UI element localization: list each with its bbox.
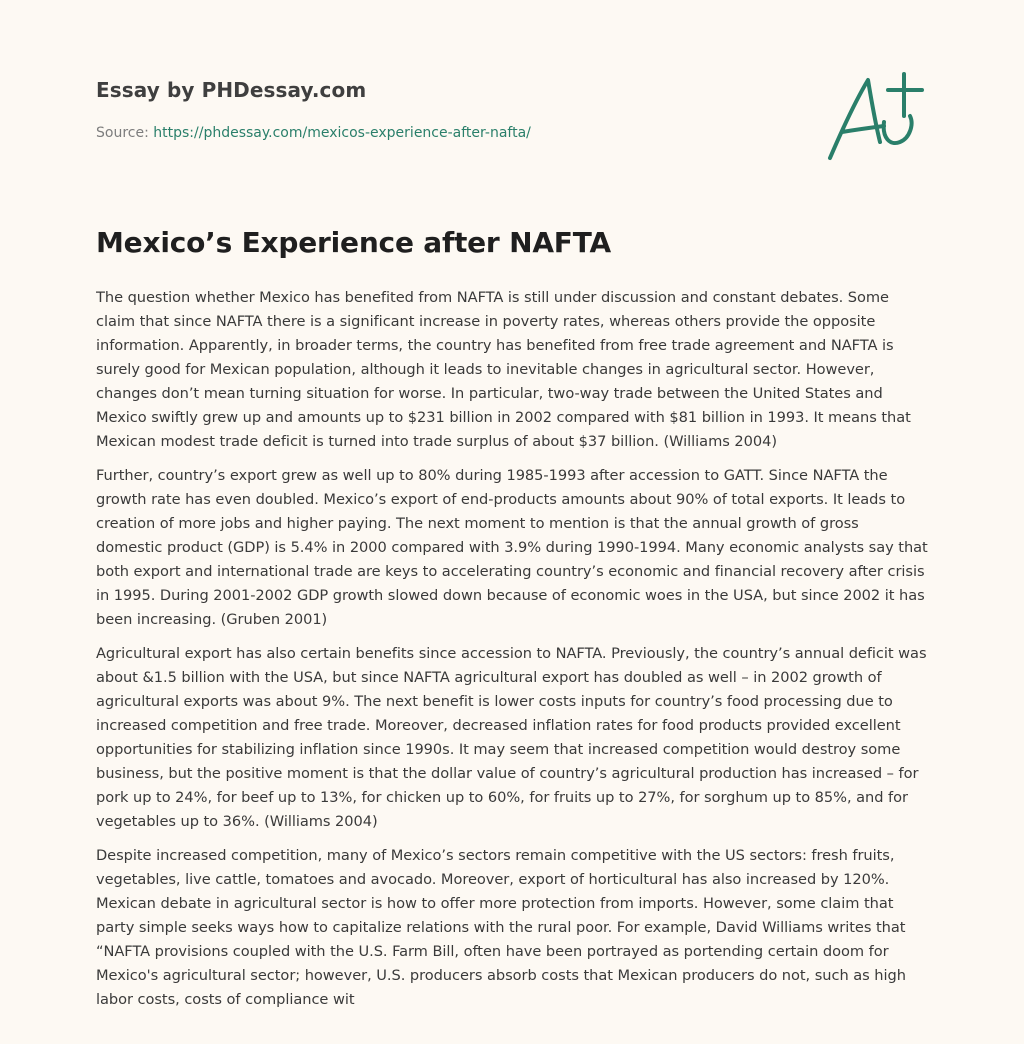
essay-paragraph: Despite increased competition, many of Mexico’s sectors remain competitive with the US sectors: fresh fruits, vegetables, live cattle, tomatoes and avocado. Moreover, export of horticultural has also increased by 120%. Mexican debate in agricultural sector is how to offer more protection from imports. However, some claim that party simple seeks ways how to capitalize relations with the rural poor. For example, David Williams writes that “NAFTA provisions coupled with the U.S. Farm Bill, often have been portrayed as portending certain doom for Mexico's agricultural sector; however, U.S. producers absorb costs that Mexican producers do not, such as high labor costs, costs of compliance wit <box>96 847 906 1008</box>
source-label: Source: <box>96 125 154 141</box>
source-link[interactable]: https://phdessay.com/mexicos-experience-after-nafta/ <box>153 125 531 141</box>
essay-body <box>96 286 928 1034</box>
essay-header <box>96 72 928 192</box>
source-line <box>96 125 531 141</box>
essay-paragraph: Further, country’s export grew as well up to 80% during 1985-1993 after accession to GATT. Since NAFTA the growth rate has even doubled. Mexico’s export of end-products amounts about 90% of total exports. It leads to creation of more jobs and higher paying. The next moment to mention is that the annual growth of gross domestic product (GDP) is 5.4% in 2000 compared with 3.9% during 1990-1994. Many economic analysts say that both export and international trade are keys to accelerating country’s economic and financial recovery after crisis in 1995. During 2001-2002 GDP growth slowed down because of economic woes in the USA, but since 2002 it has been increasing. (Gruben 2001) <box>96 467 928 628</box>
site-title: Essay by PHDessay.com <box>96 78 367 102</box>
essay-paragraph: The question whether Mexico has benefited from NAFTA is still under discussion and constant debates. Some claim that since NAFTA there is a significant increase in poverty rates, whereas others provide the opposite information. Apparently, in broader terms, the country has benefited from free trade agreement and NAFTA is surely good for Mexican population, although it leads to inevitable changes in agricultural sector. However, changes don’t mean turning situation for worse. In particular, two-way trade between the United States and Mexico swiftly grew up and amounts up to $231 billion in 2002 compared with $81 billion in 1993. It means that Mexican modest trade deficit is turned into trade surplus of about $37 billion. (Williams 2004) <box>96 289 911 450</box>
essay-paragraph: Agricultural export has also certain benefits since accession to NAFTA. Previously, the country’s annual deficit was about &1.5 billion with the USA, but since NAFTA agricultural export has doubled as well – in 2002 growth of agricultural exports was about 9%. The next benefit is lower costs inputs for country’s food processing due to increased competition and free trade. Moreover, decreased inflation rates for food products provided excellent opportunities for stabilizing inflation since 1990s. It may seem that increased competition would destroy some business, but the positive moment is that the dollar value of country’s agricultural production has increased – for pork up to 24%, for beef up to 13%, for chicken up to 60%, for fruits up to 27%, for sorghum up to 85%, and for vegetables up to 36%. (Williams 2004) <box>96 645 927 830</box>
essay-title: Mexico’s Experience after NAFTA <box>96 226 611 259</box>
a-plus-logo-icon <box>826 72 926 164</box>
